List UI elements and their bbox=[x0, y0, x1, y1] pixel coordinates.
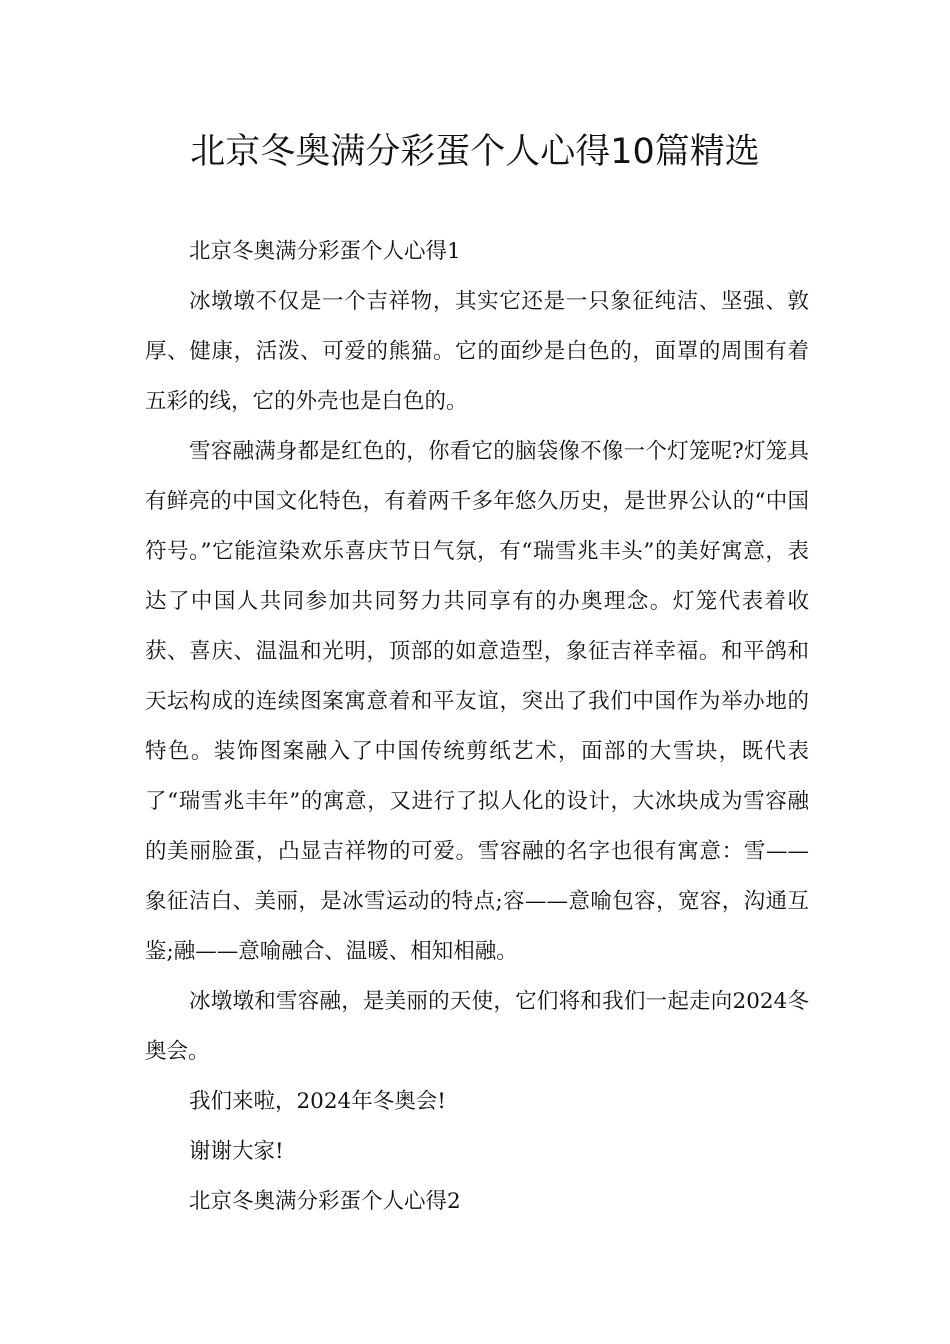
section-heading-1: 北京冬奥满分彩蛋个人心得1 bbox=[189, 239, 461, 264]
paragraph-we-are-coming: 我们来啦，2024年冬奥会! bbox=[189, 1089, 446, 1114]
paragraph-bingdwendwen: 冰墩墩不仅是一个吉祥物，其实它还是一只象征纯洁、坚强、敦厚、健康，活泼、可爱的熊猫。它的面纱是白色的，面罩的周围有着五彩的线，它的外壳也是白色的。 bbox=[145, 289, 809, 414]
paragraph-thanks: 谢谢大家! bbox=[189, 1139, 284, 1164]
paragraph-shueyrhonrhon: 雪容融满身都是红色的，你看它的脑袋像不像一个灯笼呢?灯笼具有鲜亮的中国文化特色，有着两千多年悠久历史，是世界公认的“中国符号。”它能渲染欢乐喜庆节日气氛，有“瑞雪兆丰头”的美好寓意，表达了中国人共同参加共同努力共同享有的办奥理念。灯笼代表着收获、喜庆、温温和光明，顶部的如意造型，象征吉祥幸福。和平鸽和天坛构成的连续图案寓意着和平友谊，突出了我们中国作为举办地的特色。装饰图案融入了中国传统剪纸艺术，面部的大雪块，既代表了“瑞雪兆丰年”的寓意，又进行了拟人化的设计，大冰块成为雪容融的美丽脸蛋，凸显吉祥物的可爱。雪容融的名字也很有寓意：雪——象征洁白、美丽，是冰雪运动的特点;容——意喻包容，宽容，沟通互鉴;融——意喻融合、温暖、相知相融。 bbox=[145, 439, 809, 964]
document-body bbox=[145, 227, 809, 1227]
section-heading-2: 北京冬奥满分彩蛋个人心得2 bbox=[189, 1189, 461, 1214]
document-title: 北京冬奥满分彩蛋个人心得10篇精选 bbox=[190, 132, 760, 172]
paragraph-angels: 冰墩墩和雪容融，是美丽的天使，它们将和我们一起走向2024冬奥会。 bbox=[145, 989, 809, 1064]
